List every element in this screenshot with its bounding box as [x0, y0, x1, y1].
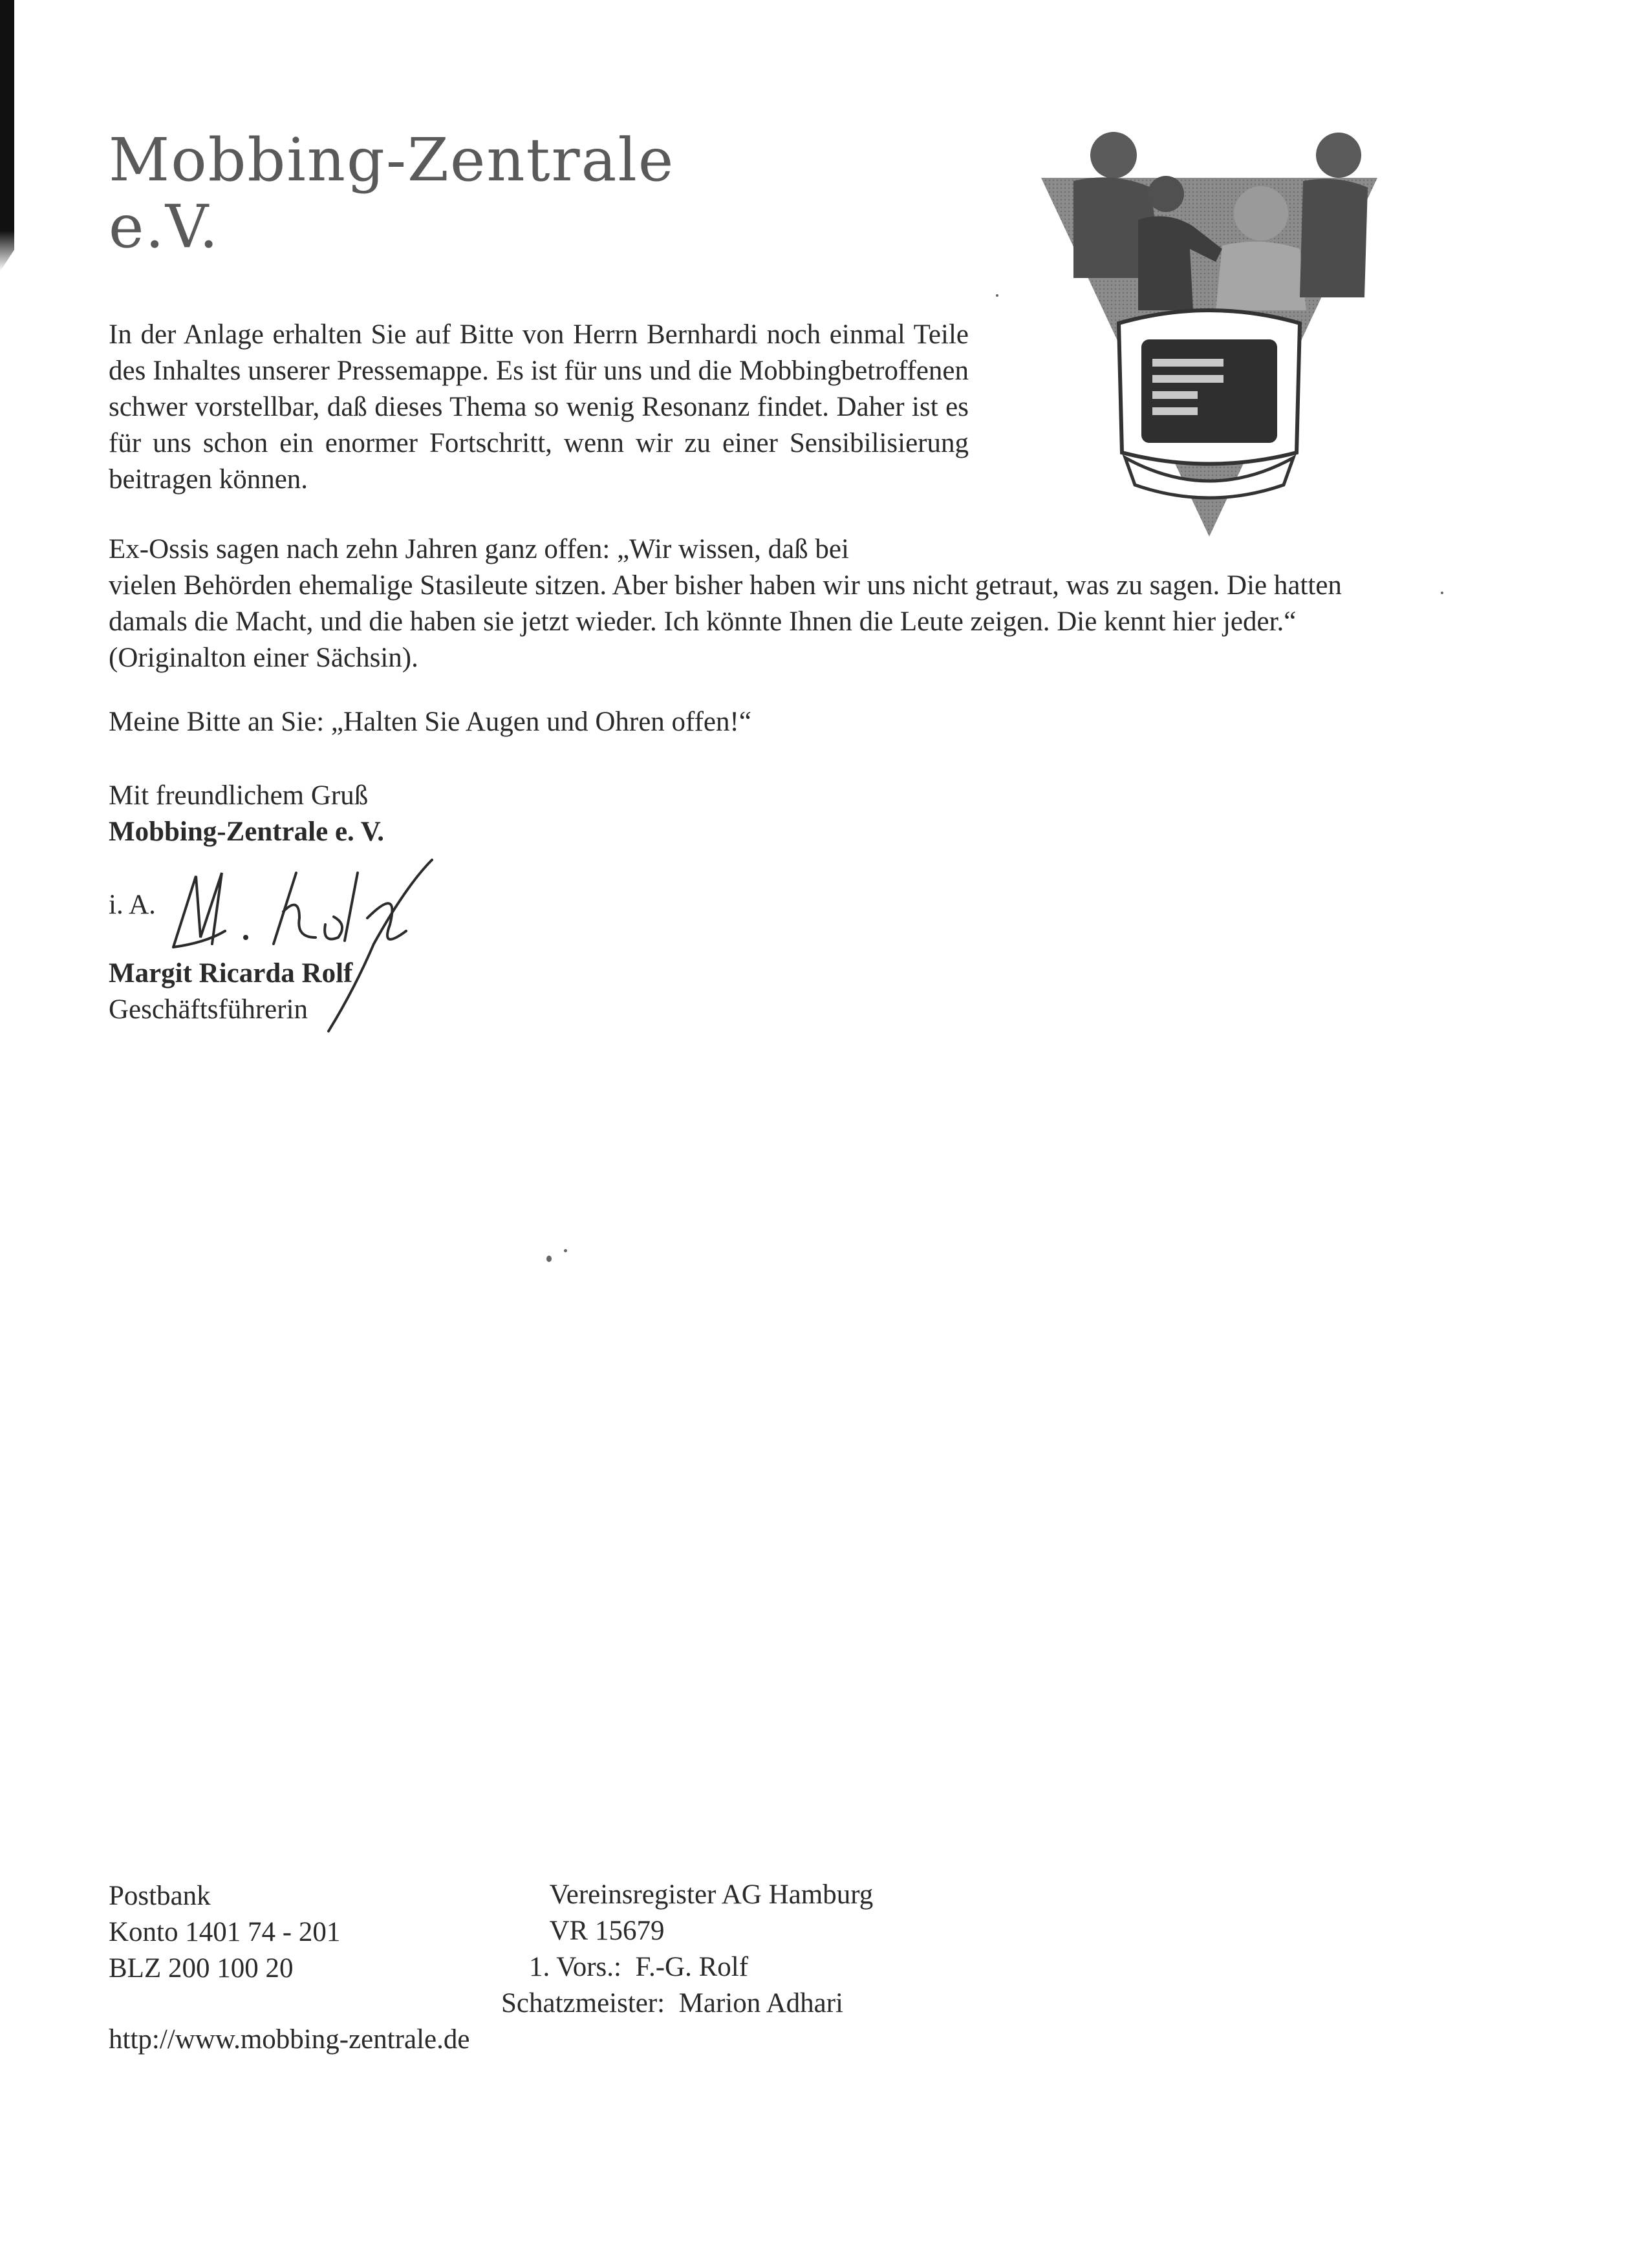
bank-code: BLZ 200 100 20 — [109, 1952, 294, 1984]
request-paragraph: Meine Bitte an Sie: „Halten Sie Augen und Ohren offen!“ — [109, 707, 751, 737]
register-details — [501, 1877, 873, 2022]
letterhead-line-1: Mobbing-Zentrale — [109, 125, 675, 195]
bank-name: Postbank — [109, 1881, 211, 1911]
im-auftrag-label: i. A. — [109, 890, 156, 920]
letterhead-line-2: e.V. — [109, 192, 220, 262]
intro-paragraph: In der Anlage erhalten Sie auf Bitte von Herrn Bernhardi noch einmal Teile des Inhaltes unserer Pressemappe. Es ist für uns und die Mobbingbetroffenen schwer vorstellbar, daß dieses Thema so wenig Resonanz findet. Daher ist es für uns schon ein enormer Fortschritt, wenn wir zu einer Sensibilisierung beitragen können. — [109, 319, 969, 495]
letterhead-title — [109, 127, 674, 260]
quote-first-line: Ex-Ossis sagen nach zehn Jahren ganz offen: „Wir wissen, daß bei — [109, 534, 849, 564]
closing-block — [109, 778, 384, 850]
scan-speck — [564, 1249, 567, 1252]
signer-role: Geschäftsführerin — [109, 994, 308, 1025]
treasurer: Schatzmeister: Marion Adhari — [501, 1987, 843, 2018]
register-court: Vereinsregister AG Hamburg — [501, 1879, 874, 1910]
quote-continuation: vielen Behörden ehemalige Stasileute sitzen. Aber bisher haben wir uns nicht getraut, was zu sagen. Die hatten damals die Macht, und die haben sie jetzt wieder. Ich könnte Ihnen die Leute zeigen. Die kennt hier jeder.“ (Originalton einer Sächsin). — [109, 570, 1342, 673]
organization-name: Mobbing-Zentrale e. V. — [109, 816, 385, 847]
register-number: VR 15679 — [501, 1915, 665, 1946]
scan-speck — [546, 1256, 552, 1262]
signer-name: Margit Ricarda Rolf — [109, 958, 353, 989]
scan-edge-shadow — [0, 0, 14, 272]
scan-speck — [996, 294, 998, 297]
signer-block — [109, 956, 352, 1028]
people-around-computer-logo — [1028, 116, 1390, 543]
website-url: http://www.mobbing-zentrale.de — [109, 2024, 470, 2055]
bank-account: Konto 1401 74 - 201 — [109, 1916, 341, 1947]
chairman: 1. Vors.: F.-G. Rolf — [501, 1951, 749, 1982]
greeting: Mit freundlichem Gruß — [109, 780, 369, 811]
bank-details — [109, 1878, 340, 1987]
quote-paragraph — [109, 531, 1370, 676]
scan-speck — [1441, 592, 1443, 594]
